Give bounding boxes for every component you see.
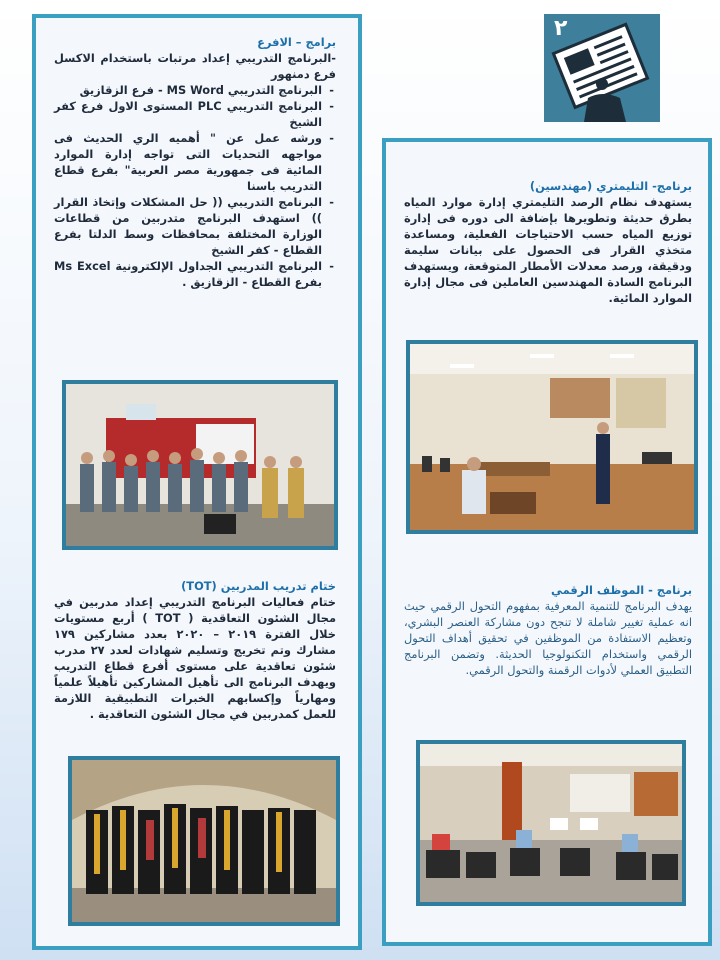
page-number: ٢ [554, 16, 568, 41]
branches-title: برامج – الافرع [257, 35, 336, 49]
tot-title: ختام تدريب المدربين (TOT) [181, 579, 336, 593]
branch-group-photo [62, 380, 338, 550]
telemetry-body: يستهدف نظام الرصد التليمتري إدارة موارد المياه بطرق حديثة وتطويرها بإضافة الى دوره فى إدارة توزيع المياه حسب الاحتياجات الفعلية، ومساعدة متخذي القرار فى الحصول على بيانات سليمة ودقيقة، ورصد معدلات الأمطار المتوقعة، ويستهدف البرنامج السادة المهندسين العاملين فى مجال إدارة الموارد المائية. [404, 195, 692, 305]
left-column-panel [32, 14, 362, 950]
telemetry-lecture-photo [406, 340, 698, 534]
list-item: - ورشه عمل عن " أهميه الري الحديث فى مواجهه التحديات التى تواجه إدارة الموارد المائية فى جمهورية مصر العربية" بفرع قطاع التدريب باسنا [54, 130, 322, 194]
list-item: - البرنامج التدريبي PLC المستوى الاول فرع كفر الشيخ [54, 98, 322, 130]
list-item: - البرنامج التدريبي الجداول الإلكترونية Ms Excel بفرع القطاع - الزقازيق . [54, 258, 322, 290]
digital-employee-body: يهدف البرنامج للتنمية المعرفية بمفهوم التحول الرقمي حيث انه عملية تغيير شاملة لا تنجح دون مشاركة العنصر البشري، وتعظيم الاستفادة من الموظفين في تحقيق أهداف التحول الرقمي واستخدام التكنولوجيا الحديثة. وتضمن البرنامج التطبيق العملي لأدوات الرقمنة والتحول الرقمي. [404, 599, 692, 677]
digital-employee-lab-photo [416, 740, 686, 906]
right-column-panel [382, 138, 712, 946]
list-item: - البرنامج التدريبي MS Word - فرع الزقازيق [54, 82, 322, 98]
list-item: - البرنامج التدريبي (( حل المشكلات وإتخاذ القرار )) استهدف البرنامج متدربين من قطاعات الوزارة المختلفة بمحافظات وسط الدلتا بفرع القطاع - كفر الشيخ [54, 194, 322, 258]
graduation-photo [68, 756, 340, 926]
branches-list [54, 82, 336, 290]
digital-employee-title: برنامج - الموظف الرقمي [551, 583, 692, 597]
branches-intro: -البرنامج التدريبي إعداد مرتبات باستخدام الاكسل فرع دمنهور [54, 51, 336, 81]
page-number-badge [544, 14, 660, 122]
telemetry-title: برنامج- التليمتري (مهندسين) [529, 179, 692, 193]
tot-body: ختام فعاليات البرنامج التدريبي إعداد مدربين في مجال الشئون التعاقدية ( TOT ) أربع مستويات خلال الفترة ٢٠١٩ – ٢٠٢٠ بعدد مشاركين ١٧٩ مشارك وتم تخريج وتسليم شهادات لعدد ٢٧ مدرب شئون تعاقدية على مستوى أفرع قطاع التدريب ويهدف البرنامج الى تأهيل المشاركين تأهيلاً علمياً ومهارياً وإكسابهم الخبرات التطبيقية اللازمة للعمل كمدربين في مجال الشئون التعاقدية . [54, 595, 337, 721]
